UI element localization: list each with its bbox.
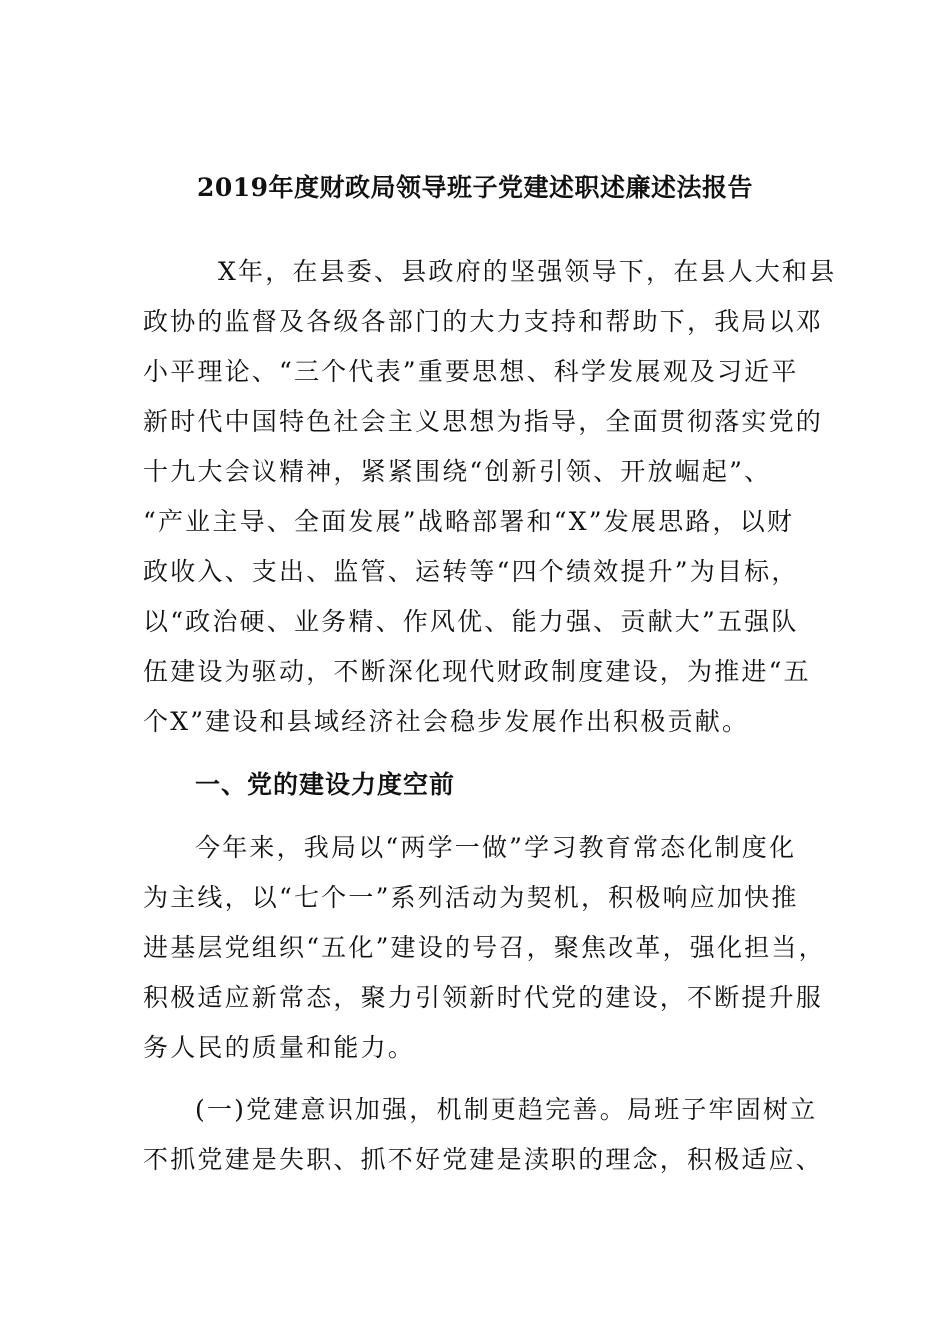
intro-line-7: 政收入、支出、监管、运转等“四个绩效提升”为目标， xyxy=(143,557,799,586)
section1-line-4: 积极适应新常态，聚力引领新时代党的建设，不断提升服 xyxy=(143,983,824,1012)
section1-line-2: 为主线，以“七个一”系列活动为契机，积极响应加快推 xyxy=(143,883,799,912)
intro-line-2: 政协的监督及各级各部门的大力支持和帮助下，我局以邓 xyxy=(143,307,824,336)
intro-line-5: 十九大会议精神，紧紧围绕“创新引领、开放崛起”、 xyxy=(143,457,772,486)
intro-line-6: “产业主导、全面发展”战略部署和“X”发展思路，以财 xyxy=(143,507,795,536)
subsection1-line-1: (一)党建意识加强，机制更趋完善。局班子牢固树立 xyxy=(195,1095,818,1124)
document-title: 2019年度财政局领导班子党建述职述廉述法报告 xyxy=(196,173,754,202)
intro-line-4: 新时代中国特色社会主义思想为指导，全面贯彻落实党的 xyxy=(143,407,824,436)
intro-line-8: 以“政治硬、业务精、作风优、能力强、贡献大”五强队 xyxy=(143,607,799,636)
section1-line-5: 务人民的质量和能力。 xyxy=(143,1033,416,1062)
section-heading-1: 一、党的建设力度空前 xyxy=(195,770,456,799)
intro-line-3: 小平理论、“三个代表”重要思想、科学发展观及习近平 xyxy=(143,357,799,386)
intro-line-9: 伍建设为驱动，不断深化现代财政制度建设，为推进“五 xyxy=(143,657,811,686)
subsection1-line-2: 不抓党建是失职、抓不好党建是渎职的理念，积极适应、 xyxy=(143,1145,824,1174)
intro-line-1: X年，在县委、县政府的坚强领导下，在县人大和县 xyxy=(218,257,837,286)
intro-line-10: 个X”建设和县域经济社会稳步发展作出积极贡献。 xyxy=(143,707,750,736)
section1-line-1: 今年来，我局以“两学一做”学习教育常态化制度化 xyxy=(195,833,797,862)
section1-line-3: 进基层党组织“五化”建设的号召，聚焦改革，强化担当， xyxy=(143,933,826,962)
